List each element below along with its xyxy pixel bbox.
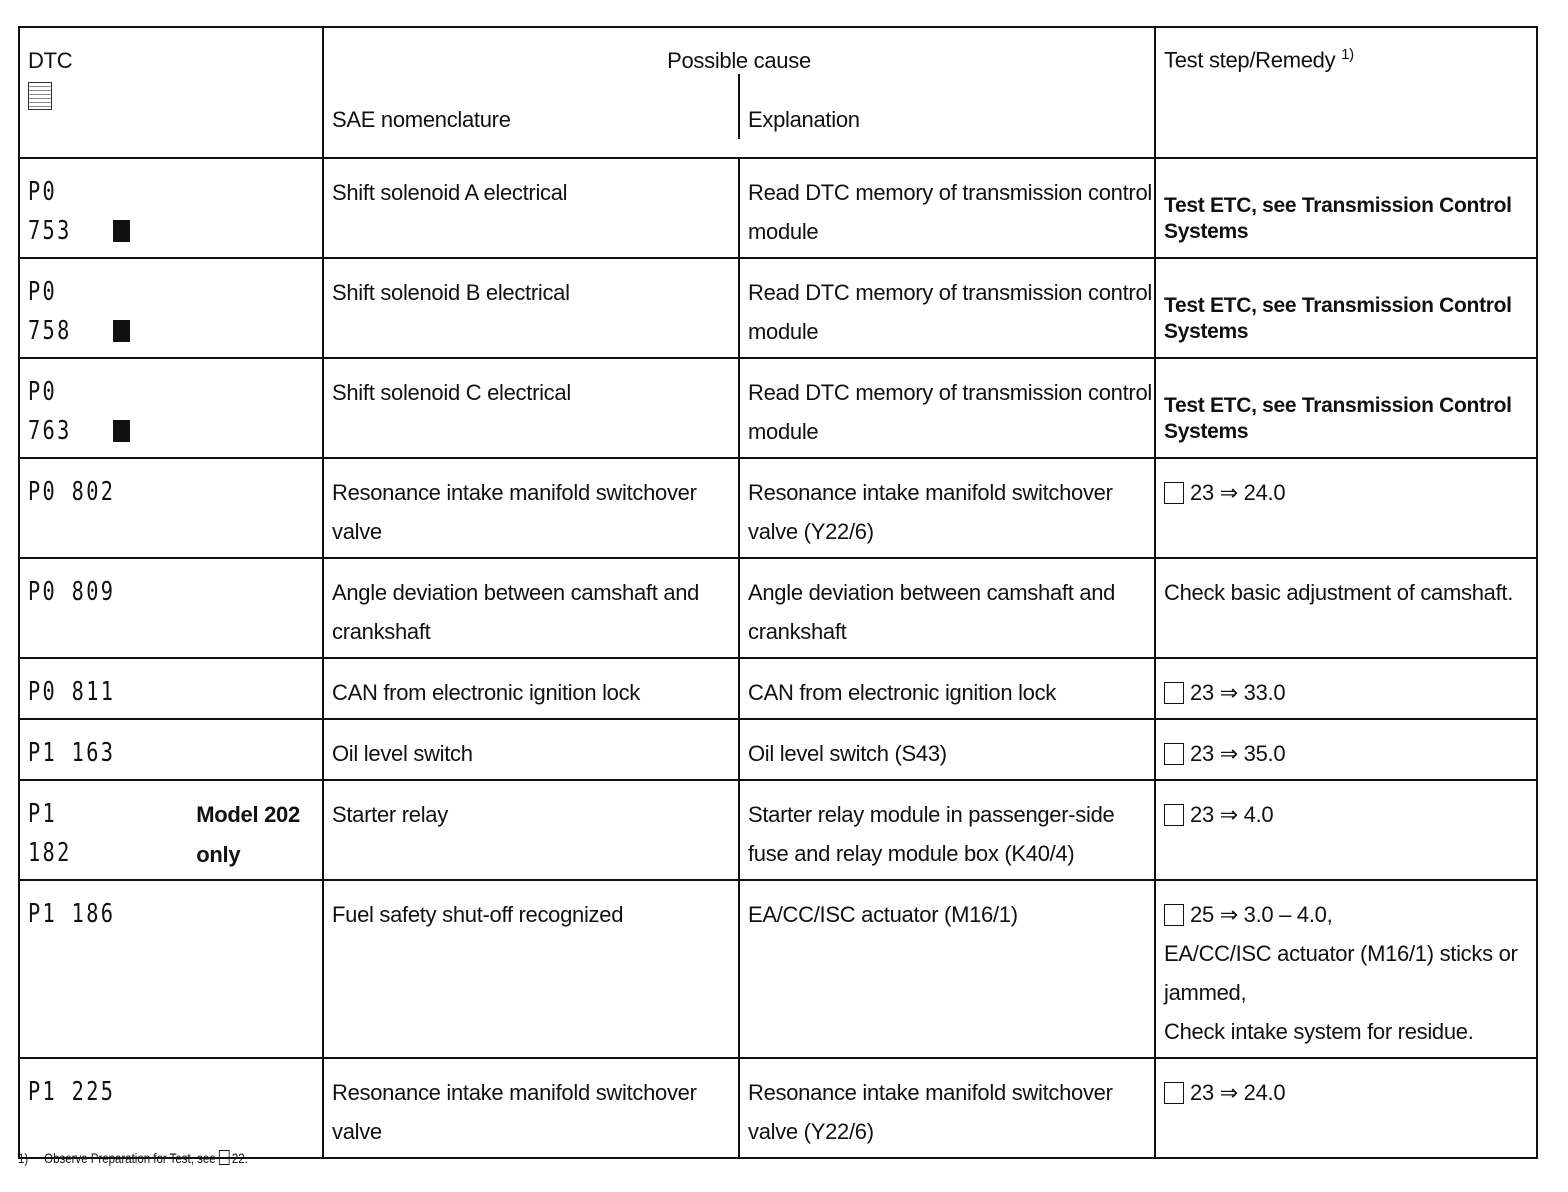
test-section[interactable]: 23 xyxy=(1190,480,1214,505)
arrow-right-icon: ⇒ xyxy=(1213,802,1244,827)
manual-section-box-icon xyxy=(1164,904,1184,926)
manual-section-box-icon xyxy=(1164,1082,1184,1104)
sae-nomenclature-cell: Resonance intake manifold switchover valve xyxy=(323,1058,739,1158)
dtc-cell xyxy=(19,358,323,458)
footnote xyxy=(18,1148,248,1168)
test-section[interactable]: 23 xyxy=(1190,741,1214,766)
dtc-code: P0 811 xyxy=(28,677,116,707)
test-step-cell xyxy=(1155,880,1537,1058)
manual-section-box-icon xyxy=(219,1150,230,1165)
explanation-cell: Read DTC memory of transmission control module xyxy=(739,258,1155,358)
header-explanation: Explanation xyxy=(738,74,1154,139)
test-step-cell xyxy=(1155,358,1537,458)
explanation-cell: CAN from electronic ignition lock xyxy=(739,658,1155,719)
test-step-cell xyxy=(1155,780,1537,880)
sae-nomenclature-cell: Shift solenoid B electrical xyxy=(323,258,739,358)
etc-marker-icon xyxy=(113,220,130,242)
sae-nomenclature-cell: Shift solenoid C electrical xyxy=(323,358,739,458)
dtc-code: P0 802 xyxy=(28,477,116,507)
test-section[interactable]: 23 xyxy=(1190,680,1214,705)
explanation-cell: EA/CC/ISC actuator (M16/1) xyxy=(739,880,1155,1058)
test-step-text: EA/CC/ISC actuator (M16/1) sticks or jammed, xyxy=(1164,941,1518,1005)
table-row xyxy=(19,558,1537,658)
dtc-code: P1 186 xyxy=(28,899,116,929)
footnote-ref: 22. xyxy=(231,1150,248,1166)
sae-nomenclature-cell: Oil level switch xyxy=(323,719,739,780)
sae-nomenclature-cell: Resonance intake manifold switchover valve xyxy=(323,458,739,558)
test-section[interactable]: 23 xyxy=(1190,1080,1214,1105)
header-test-step xyxy=(1155,27,1537,158)
test-section[interactable]: 23 xyxy=(1190,802,1214,827)
test-step-cell xyxy=(1155,719,1537,780)
table-row xyxy=(19,658,1537,719)
footnote-text: Observe Preparation for Test, see xyxy=(44,1150,216,1166)
dtc-code: P0 763 xyxy=(28,377,72,446)
test-reference-link[interactable]: Transmission Control Systems xyxy=(1164,394,1512,443)
table-row xyxy=(19,258,1537,358)
sae-nomenclature-cell: Fuel safety shut-off recognized xyxy=(323,880,739,1058)
explanation-cell: Read DTC memory of transmission control module xyxy=(739,158,1155,258)
test-step-cell xyxy=(1155,458,1537,558)
table-row xyxy=(19,1058,1537,1158)
etc-marker-icon xyxy=(113,320,130,342)
test-reference-link[interactable]: Transmission Control Systems xyxy=(1164,294,1512,343)
explanation-cell: Angle deviation between camshaft and crankshaft xyxy=(739,558,1155,658)
header-possible-cause-label: Possible cause xyxy=(667,48,811,73)
test-step-number[interactable]: 24.0 xyxy=(1243,1080,1286,1105)
dtc-cell xyxy=(19,558,323,658)
dtc-cell xyxy=(19,258,323,358)
test-step-number[interactable]: 4.0 xyxy=(1243,802,1274,827)
test-step-cell xyxy=(1155,1058,1537,1158)
test-section[interactable]: 25 xyxy=(1190,902,1214,927)
explanation-cell: Resonance intake manifold switchover valve (Y22/6) xyxy=(739,1058,1155,1158)
table-row xyxy=(19,780,1537,880)
sae-nomenclature-cell: Shift solenoid A electrical xyxy=(323,158,739,258)
header-dtc xyxy=(19,27,323,158)
test-reference-link[interactable]: Transmission Control Systems xyxy=(1164,194,1512,243)
manual-section-box-icon xyxy=(1164,682,1184,704)
table-row xyxy=(19,719,1537,780)
sae-nomenclature-cell: Starter relay xyxy=(323,780,739,880)
test-instruction: Test ETC, see xyxy=(1164,394,1297,417)
dtc-code: P0 753 xyxy=(28,177,72,246)
test-step-cell xyxy=(1155,658,1537,719)
table-row xyxy=(19,158,1537,258)
dtc-code: P0 758 xyxy=(28,277,72,346)
etc-marker-icon xyxy=(113,420,130,442)
document-icon xyxy=(28,82,52,110)
dtc-note: Model 202 only xyxy=(196,802,300,867)
test-step-cell xyxy=(1155,258,1537,358)
dtc-cell xyxy=(19,780,323,880)
table-row xyxy=(19,880,1537,1058)
table-row xyxy=(19,458,1537,558)
arrow-right-icon: ⇒ xyxy=(1213,741,1244,766)
explanation-cell: Oil level switch (S43) xyxy=(739,719,1155,780)
test-step-number[interactable]: 33.0 xyxy=(1243,680,1286,705)
manual-section-box-icon xyxy=(1164,743,1184,765)
test-step-number[interactable]: 35.0 xyxy=(1243,741,1286,766)
dtc-code: P1 225 xyxy=(28,1077,116,1107)
dtc-cell xyxy=(19,158,323,258)
table-row xyxy=(19,358,1537,458)
dtc-table-sheet xyxy=(18,26,1536,1159)
dtc-code: P1 163 xyxy=(28,738,116,768)
test-step-cell xyxy=(1155,558,1537,658)
dtc-cell xyxy=(19,1058,323,1158)
dtc-cell xyxy=(19,458,323,558)
manual-section-box-icon xyxy=(1164,482,1184,504)
footnote-mark: 1) xyxy=(18,1150,29,1166)
arrow-right-icon: ⇒ xyxy=(1213,480,1244,505)
header-dtc-label: DTC xyxy=(28,48,73,73)
dtc-table xyxy=(18,26,1538,1159)
test-step-cell xyxy=(1155,158,1537,258)
sae-nomenclature-cell: CAN from electronic ignition lock xyxy=(323,658,739,719)
explanation-cell: Read DTC memory of transmission control module xyxy=(739,358,1155,458)
arrow-right-icon: ⇒ xyxy=(1213,680,1244,705)
sae-nomenclature-cell: Angle deviation between camshaft and crankshaft xyxy=(323,558,739,658)
test-step-number[interactable]: 3.0 – 4.0, xyxy=(1243,902,1333,927)
explanation-cell: Starter relay module in passenger-side fuse and relay module box (K40/4) xyxy=(739,780,1155,880)
test-instruction: Test ETC, see xyxy=(1164,194,1297,217)
dtc-cell xyxy=(19,880,323,1058)
header-possible-cause xyxy=(323,27,1155,158)
header-test-step-label: Test step/Remedy xyxy=(1164,47,1336,73)
test-step-text: Check intake system for residue. xyxy=(1164,1019,1474,1044)
dtc-code: P0 809 xyxy=(28,577,116,607)
test-step-number[interactable]: 24.0 xyxy=(1243,480,1286,505)
dtc-cell xyxy=(19,719,323,780)
table-header-row xyxy=(19,27,1537,158)
arrow-right-icon: ⇒ xyxy=(1213,902,1244,927)
dtc-cell xyxy=(19,658,323,719)
test-step-text: Check basic adjustment of camshaft. xyxy=(1164,580,1514,605)
dtc-code: P1 182 xyxy=(28,799,72,868)
manual-section-box-icon xyxy=(1164,804,1184,826)
arrow-right-icon: ⇒ xyxy=(1213,1080,1244,1105)
header-sae-nomenclature: SAE nomenclature xyxy=(332,107,511,132)
header-test-step-sup: 1) xyxy=(1341,46,1354,63)
test-instruction: Test ETC, see xyxy=(1164,294,1297,317)
explanation-cell: Resonance intake manifold switchover valve (Y22/6) xyxy=(739,458,1155,558)
